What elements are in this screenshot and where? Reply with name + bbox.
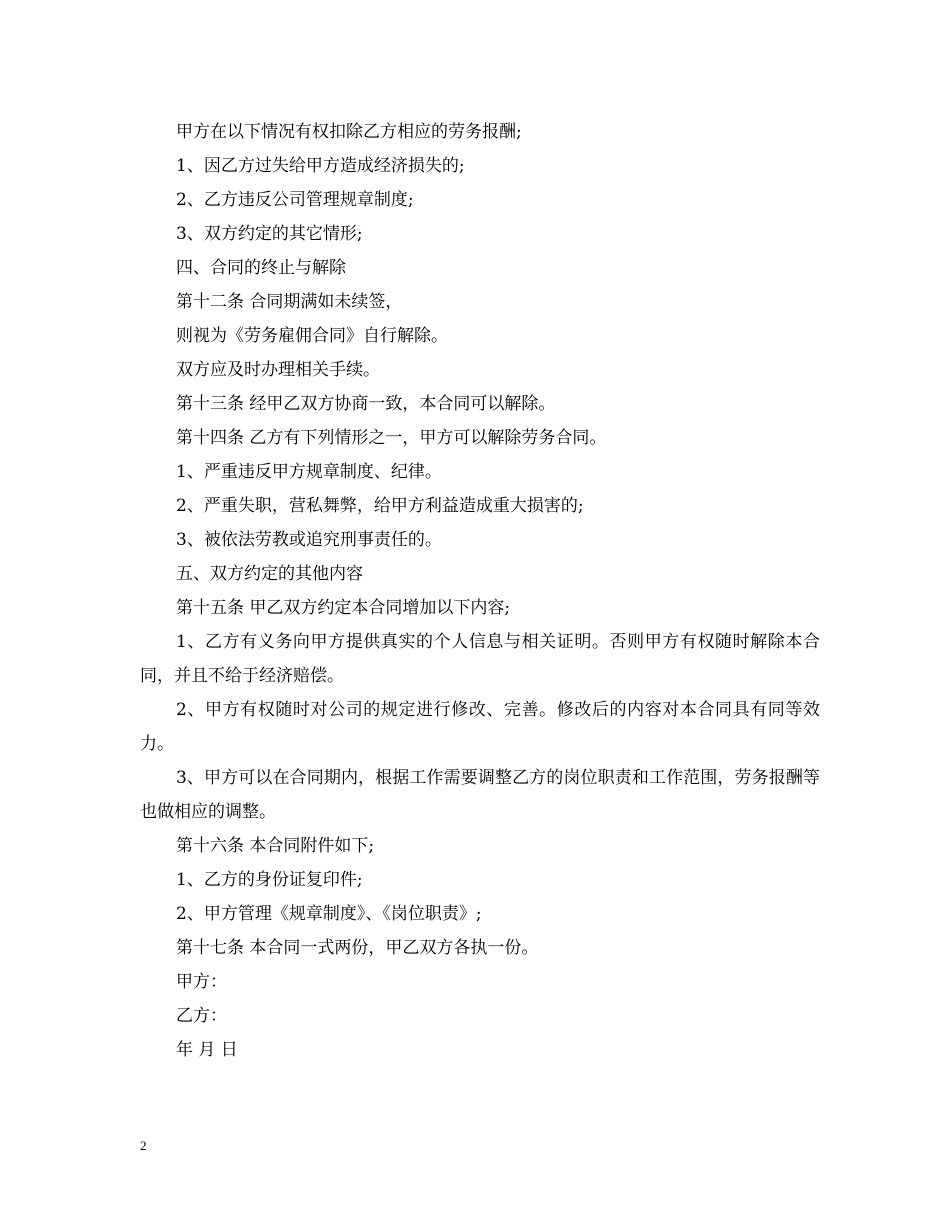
paragraph: 2、甲方有权随时对公司的规定进行修改、完善。修改后的内容对本合同具有同等效力。 — [140, 700, 820, 754]
paragraph: 甲方在以下情况有权扣除乙方相应的劳务报酬; — [176, 122, 522, 142]
paragraph: 第十七条 本合同一式两份，甲乙双方各执一份。 — [176, 938, 539, 958]
signature-party-a: 甲方： — [176, 972, 227, 992]
section-heading: 四、合同的终止与解除 — [176, 258, 346, 278]
paragraph: 1、乙方的身份证复印件; — [176, 870, 363, 890]
paragraph: 3、甲方可以在合同期内，根据工作需要调整乙方的岗位职责和工作范围，劳务报酬等也做相应的调整。 — [140, 768, 820, 822]
paragraph: 第十四条 乙方有下列情形之一，甲方可以解除劳务合同。 — [176, 428, 607, 448]
document-body — [140, 115, 820, 1067]
signature-date: 年 月 日 — [176, 1040, 238, 1060]
paragraph: 2、严重失职，营私舞弊，给甲方利益造成重大损害的; — [176, 496, 584, 516]
section-heading: 五、双方约定的其他内容 — [176, 564, 363, 584]
paragraph: 第十二条 合同期满如未续签， — [176, 292, 403, 312]
paragraph: 1、严重违反甲方规章制度、纪律。 — [176, 462, 442, 482]
paragraph: 2、乙方违反公司管理规章制度; — [176, 190, 414, 210]
paragraph: 第十五条 甲乙双方约定本合同增加以下内容; — [176, 598, 511, 618]
paragraph: 第十六条 本合同附件如下; — [176, 836, 375, 856]
paragraph: 第十三条 经甲乙双方协商一致，本合同可以解除。 — [176, 394, 556, 414]
paragraph: 1、乙方有义务向甲方提供真实的个人信息与相关证明。否则甲方有权随时解除本合同，并且不给于经济赔偿。 — [140, 632, 820, 686]
paragraph: 2、甲方管理《规章制度》、《岗位职责》; — [176, 904, 482, 924]
paragraph: 则视为《劳务雇佣合同》自行解除。 — [176, 326, 448, 346]
signature-party-b: 乙方： — [176, 1006, 227, 1026]
paragraph: 3、被依法劳教或追究刑事责任的。 — [176, 530, 442, 550]
paragraph: 双方应及时办理相关手续。 — [176, 360, 380, 380]
page-number: 2 — [140, 1138, 147, 1153]
paragraph: 1、因乙方过失给甲方造成经济损失的; — [176, 156, 465, 176]
paragraph: 3、双方约定的其它情形; — [176, 224, 363, 244]
